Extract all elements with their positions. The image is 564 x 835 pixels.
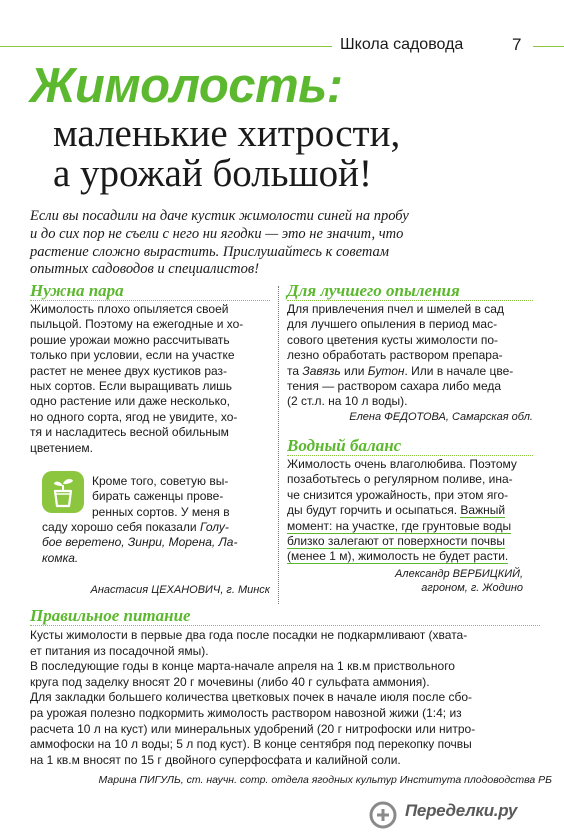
section-water-body: [287, 457, 539, 565]
subtitle-line: а урожай большой!: [53, 152, 372, 195]
advice-seedling-icon: [42, 471, 84, 513]
heading-pair: Нужна пара: [30, 281, 124, 300]
heading-nutrition-rule: [30, 625, 540, 626]
article-subtitle: [53, 114, 400, 194]
page-header: [0, 32, 564, 60]
advice-line: [42, 520, 278, 535]
body-line: [287, 503, 539, 518]
section-pollination-body: [287, 302, 537, 410]
intro-line: растение сложно вырастить. Прислушайтесь к советам: [30, 243, 390, 260]
signature-role: агроном, г. Жодино: [421, 582, 523, 594]
body-fragment: та: [287, 363, 303, 378]
highlight-text: близко залегают от поверхности почвы: [287, 534, 505, 549]
heading-water: Водный баланс: [287, 436, 402, 455]
watermark-logo-icon: [368, 800, 402, 830]
advice-text-short: [92, 474, 276, 520]
body-line: Жимолость плохо опыляется своей: [30, 302, 229, 316]
intro-line: опытных садоводов и специалистов!: [30, 261, 260, 278]
product-name: Бутон: [367, 363, 405, 378]
signature-pair: Анастасия ЦЕХАНОВИЧ, г. Минск: [90, 584, 270, 596]
body-line: сового цветения кусты жимолости по-: [287, 332, 499, 347]
advice-text-full: [42, 520, 278, 566]
body-fragment: . Или в начале цве-: [404, 363, 514, 378]
body-line: (2 ст.л. на 10 л воды).: [287, 394, 408, 409]
heading-pollination-rule: [287, 300, 533, 301]
body-line: В последующие годы в конце марта-начале апреля на 1 кв.м приствольного: [30, 659, 455, 674]
body-line: пыльцой. Поэтому на ежегодные и хо-: [30, 317, 244, 332]
body-line: ных сортов. Если выращивать лишь: [30, 379, 233, 394]
header-rule-right: [533, 46, 564, 47]
body-line: Для привлечения пчел и шмелей в сад: [287, 302, 504, 316]
body-line: на 1 кв.м вносят по 15 г двойного суперфосфата и калийной соли.: [30, 752, 401, 767]
body-line: но одного сорта, ягод не увидите, хо-: [30, 409, 238, 424]
advice-line-text: саду хорошо себя показали: [42, 520, 197, 534]
intro-line: Если вы посадили на даче кустик жимолости синей на пробу: [30, 208, 409, 224]
highlight-text: момент: на участке, где грунтовые воды: [287, 518, 512, 533]
heading-water-rule: [287, 455, 533, 456]
body-line: расчета 10 л на куст) или минеральных удобрений (20 г нитрофоски или нитро-: [30, 721, 476, 736]
section-nutrition-body: [30, 628, 550, 768]
body-line: растет не менее двух кустиков раз-: [30, 363, 228, 378]
body-line: аммофоски на 10 л воды; 5 л под куст). В конце сентября под перекопку почвы: [30, 737, 472, 752]
signature-water: [287, 567, 523, 595]
advice-line: Кроме того, советую вы-: [92, 474, 229, 488]
product-name: Завязь: [302, 363, 341, 378]
body-line: Кусты жимолости в первые два года после посадки не подкармливают (хвата-: [30, 628, 468, 642]
advice-line: ренных сортов. У меня в: [92, 504, 230, 519]
signature-name: Александр ВЕРБИЦКИЙ,: [395, 568, 523, 580]
heading-pollination: Для лучшего опыления: [287, 281, 460, 300]
body-line: [287, 549, 539, 564]
article-title: Жимолость:: [30, 59, 343, 113]
heading-pair-rule: [30, 300, 270, 301]
highlight-text: (менее 1 м), жимолость не будет расти.: [287, 549, 509, 564]
body-line: для лучшего опыления в период мас-: [287, 317, 498, 332]
signature-nutrition: Марина ПИГУЛЬ, ст. научн. сотр. отдела ягодных культур Института плодоводства РБ: [98, 774, 552, 786]
advice-line: бое веретено, Зинри, Морена, Ла-: [42, 535, 238, 550]
watermark-text: Переделки.ру: [405, 801, 517, 820]
intro-line: и до сих пор не съели с него ни ягодки — это не значит, что: [30, 225, 404, 242]
body-line: круга под заделку вносят 20 г мочевины (либо 40 г сульфата аммония).: [30, 674, 430, 689]
body-line: лезно обработать раствором препара-: [287, 348, 503, 363]
article-intro: [30, 208, 542, 279]
heading-nutrition: Правильное питание: [30, 606, 191, 625]
advice-variety: Голу-: [199, 520, 229, 534]
subtitle-line: маленькие хитрости,: [53, 112, 401, 155]
section-name: Школа садовода: [340, 36, 464, 53]
body-line: цветением.: [30, 440, 94, 455]
body-line: ет питания из посадочной ямы).: [30, 643, 209, 658]
body-line: тения — раствором сахара либо меда: [287, 379, 502, 394]
body-line: Для закладки большего количества цветковых почек в начале июля после сбо-: [30, 690, 472, 705]
header-rule-left: [0, 46, 332, 47]
column-divider: [278, 286, 279, 604]
body-line: только при условии, если на участке: [30, 348, 235, 363]
signature-pollination: Елена ФЕДОТОВА, Самарская обл.: [349, 411, 533, 423]
body-line: позаботьтесь о регулярном поливе, ина-: [287, 472, 513, 487]
body-line: одно растение или даже несколько,: [30, 394, 230, 409]
body-line: рошие урожаи можно рассчитывать: [30, 332, 230, 347]
body-fragment: ды будут горчить и осыпаться.: [287, 503, 458, 518]
body-line: [287, 364, 537, 379]
body-line: Жимолость очень влаголюбива. Поэтому: [287, 457, 517, 471]
body-line: че снизится урожайность, при этом яго-: [287, 487, 509, 502]
page-number: 7: [512, 35, 522, 54]
section-pair-body: [30, 302, 276, 456]
body-line: тя и насладитесь весной обильным: [30, 425, 229, 440]
advice-line: бирать саженцы прове-: [92, 489, 224, 504]
highlight-text: Важный: [460, 503, 506, 518]
body-fragment: или: [340, 363, 368, 378]
body-line: [287, 534, 539, 549]
body-line: ра урожая полезно подкормить жимолость раствором навозной жижи (1:4; из: [30, 705, 462, 720]
body-line: [287, 519, 539, 534]
advice-line: комка.: [42, 550, 79, 565]
